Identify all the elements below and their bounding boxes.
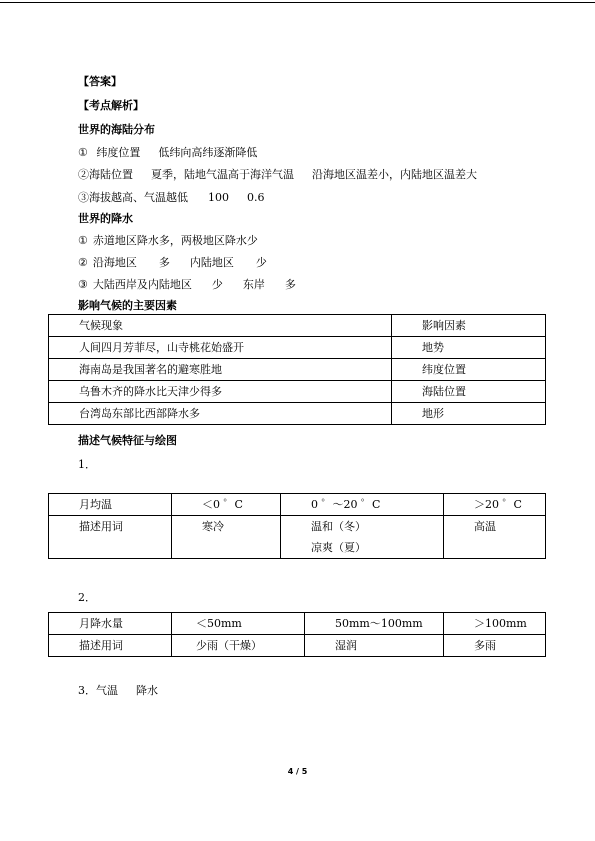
- table-row: [49, 494, 546, 516]
- table-cell: 月降水量: [49, 613, 172, 635]
- text: 纬度位置: [96, 146, 141, 159]
- header-rule: [0, 2, 595, 3]
- climate-factors-table: [48, 314, 546, 425]
- text: 降水: [136, 684, 158, 697]
- text: 沿海地区温差小，内陆地区温差大: [312, 168, 477, 181]
- text: 温和（冬）: [311, 520, 366, 533]
- table-cell: 海陆位置: [392, 381, 546, 403]
- answer-heading: 【答案】: [78, 75, 122, 88]
- land-sea-line-1: [78, 146, 257, 160]
- text: 凉爽（夏）: [311, 541, 366, 554]
- table-cell: ＞100mm: [444, 613, 546, 635]
- table-cell: 台湾岛东部比西部降水多: [49, 403, 392, 425]
- item-number-3: [78, 684, 158, 698]
- text: 3．气温: [78, 684, 118, 697]
- section-title-describe-climate: 描述气候特征与绘图: [78, 434, 177, 447]
- table-cell: ＜0 ゜C: [172, 494, 281, 516]
- circle-number-1: ①: [78, 146, 88, 159]
- text: 夏季，陆地气温高于海洋气温: [151, 168, 294, 181]
- text: ②海陆位置: [78, 168, 133, 181]
- table-cell: 描述用词: [49, 516, 172, 559]
- precipitation-table: [48, 612, 546, 657]
- text: 东岸: [242, 278, 265, 291]
- text: 100: [208, 191, 229, 204]
- table-cell: 湿润: [305, 635, 444, 657]
- section-title-land-sea: 世界的海陆分布: [78, 123, 155, 136]
- text: 多: [158, 256, 170, 269]
- text: 低纬向高纬逐渐降低: [158, 146, 258, 159]
- table-cell: 50mm～100mm: [305, 613, 444, 635]
- table-row: [49, 381, 546, 403]
- table-cell: 高温: [444, 516, 546, 559]
- table-row: [49, 613, 546, 635]
- table-cell: 地形: [392, 403, 546, 425]
- table-cell: 少雨（干燥）: [172, 635, 305, 657]
- table-cell: 地势: [392, 337, 546, 359]
- precip-line-1: [78, 234, 258, 248]
- circle-number-2: ②: [78, 256, 88, 269]
- analysis-heading: 【考点解析】: [78, 99, 144, 112]
- table-header-cell: 影响因素: [392, 315, 546, 337]
- text: 内陆地区: [189, 256, 234, 269]
- table-cell: 0 ゜～20 ゜C: [281, 494, 444, 516]
- table-cell: 多雨: [444, 635, 546, 657]
- text: 赤道地区降水多，两极地区降水少: [92, 234, 258, 247]
- table-row: [49, 359, 546, 381]
- table-row: [49, 516, 546, 559]
- item-number-1: 1．: [78, 458, 96, 471]
- table-row: [49, 403, 546, 425]
- text: 多: [284, 278, 296, 291]
- table-row: [49, 315, 546, 337]
- circle-number-1: ①: [78, 234, 88, 247]
- section-title-climate-factors: 影响气候的主要因素: [78, 299, 177, 312]
- table-cell: 月均温: [49, 494, 172, 516]
- text: 0.6: [247, 191, 265, 204]
- table-cell: ＞20 ゜C: [444, 494, 546, 516]
- table-cell: 描述用词: [49, 635, 172, 657]
- table-cell: 人间四月芳菲尽，山寺桃花始盛开: [49, 337, 392, 359]
- table-cell: ＜50mm: [172, 613, 305, 635]
- table-cell: [281, 516, 444, 559]
- table-cell: 纬度位置: [392, 359, 546, 381]
- table-row: [49, 337, 546, 359]
- land-sea-line-2: [78, 168, 477, 182]
- land-sea-line-3: [78, 191, 265, 205]
- text: ③海拔越高、气温越低: [78, 191, 188, 204]
- table-cell: 海南岛是我国著名的避寒胜地: [49, 359, 392, 381]
- item-number-2: 2．: [78, 591, 96, 604]
- page-number: 4 / 5: [287, 767, 308, 776]
- text: 沿海地区: [92, 256, 137, 269]
- table-cell: 乌鲁木齐的降水比天津少得多: [49, 381, 392, 403]
- table-header-cell: 气候现象: [49, 315, 392, 337]
- precip-line-3: [78, 278, 296, 292]
- text: 大陆西岸及内陆地区: [92, 278, 192, 291]
- table-row: [49, 635, 546, 657]
- text: 少: [211, 278, 223, 291]
- temperature-table: [48, 493, 546, 559]
- table-cell: 寒冷: [172, 516, 281, 559]
- text: 少: [255, 256, 267, 269]
- precip-line-2: [78, 256, 267, 270]
- section-title-precipitation: 世界的降水: [78, 212, 133, 225]
- circle-number-3: ③: [78, 278, 88, 291]
